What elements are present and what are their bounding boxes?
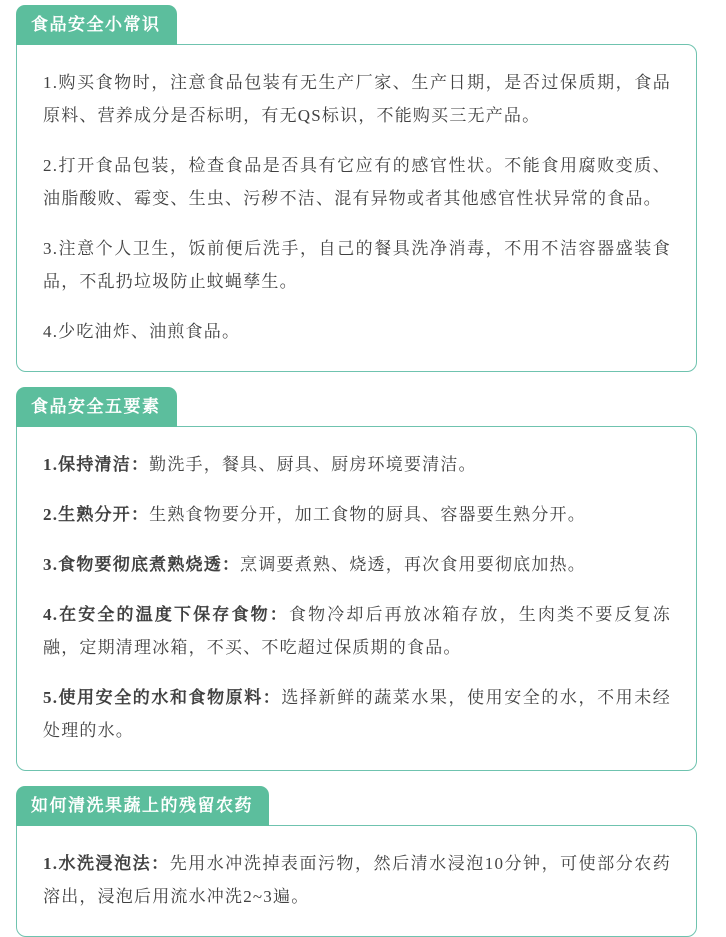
- paragraph-text: 4.少吃油炸、油煎食品。: [43, 322, 241, 341]
- paragraph-text: 先用水冲洗掉表面污物，然后清水浸泡10分钟，可使部分农药溶出，浸泡后用流水冲洗2~3遍。: [43, 854, 671, 906]
- section-title-tab: [16, 786, 269, 826]
- paragraph: [43, 681, 671, 747]
- paragraph-text: 2.打开食品包装，检查食品是否具有它应有的感官性状。不能食用腐败变质、油脂酸败、霉变、生虫、污秽不洁、混有异物或者其他感官性状异常的食品。: [43, 156, 671, 208]
- paragraph-term: 3.食物要彻底煮熟烧透：: [43, 555, 241, 574]
- section-title: 食品安全五要素: [31, 397, 161, 416]
- paragraph-text: 3.注意个人卫生，饭前便后洗手，自己的餐具洗净消毒，不用不洁容器盛装食品，不乱扔垃圾防止蚊蝇孳生。: [43, 239, 671, 291]
- paragraph-text: 烹调要煮熟、烧透，再次食用要彻底加热。: [240, 555, 586, 574]
- section: [16, 387, 697, 771]
- section-title-tab: [16, 387, 177, 427]
- section-box: [16, 426, 697, 771]
- section: [16, 786, 697, 937]
- section-box: [16, 825, 697, 937]
- paragraph-text: 选择新鲜的蔬菜水果，使用安全的水，不用未经处理的水。: [43, 688, 671, 740]
- paragraph: [43, 847, 671, 913]
- section: [16, 5, 697, 372]
- paragraph-term: 1.保持清洁：: [43, 455, 150, 474]
- paragraph: [43, 66, 671, 132]
- section-title: 如何清洗果蔬上的残留农药: [31, 796, 253, 815]
- paragraph-text: 1.购买食物时，注意食品包装有无生产厂家、生产日期，是否过保质期，食品原料、营养成分是否标明，有无QS标识，不能购买三无产品。: [43, 73, 671, 125]
- section-box: [16, 44, 697, 372]
- paragraph: [43, 448, 671, 481]
- paragraph-term: 4.在安全的温度下保存食物：: [43, 605, 289, 624]
- paragraph-term: 1.水洗浸泡法：: [43, 854, 170, 873]
- section-title: 食品安全小常识: [31, 15, 161, 34]
- paragraph: [43, 598, 671, 664]
- paragraph: [43, 149, 671, 215]
- paragraph-term: 5.使用安全的水和食物原料：: [43, 688, 282, 707]
- paragraph-term: 2.生熟分开：: [43, 505, 150, 524]
- paragraph-text: 生熟食物要分开，加工食物的厨具、容器要生熟分开。: [149, 505, 586, 524]
- section-title-tab: [16, 5, 177, 45]
- paragraph: [43, 315, 671, 348]
- paragraph: [43, 548, 671, 581]
- paragraph-text: 勤洗手，餐具、厨具、厨房环境要清洁。: [149, 455, 477, 474]
- paragraph: [43, 232, 671, 298]
- paragraph-text: 食物冷却后再放冰箱存放，生肉类不要反复冻融，定期清理冰箱，不买、不吃超过保质期的食品。: [43, 605, 671, 657]
- paragraph: [43, 498, 671, 531]
